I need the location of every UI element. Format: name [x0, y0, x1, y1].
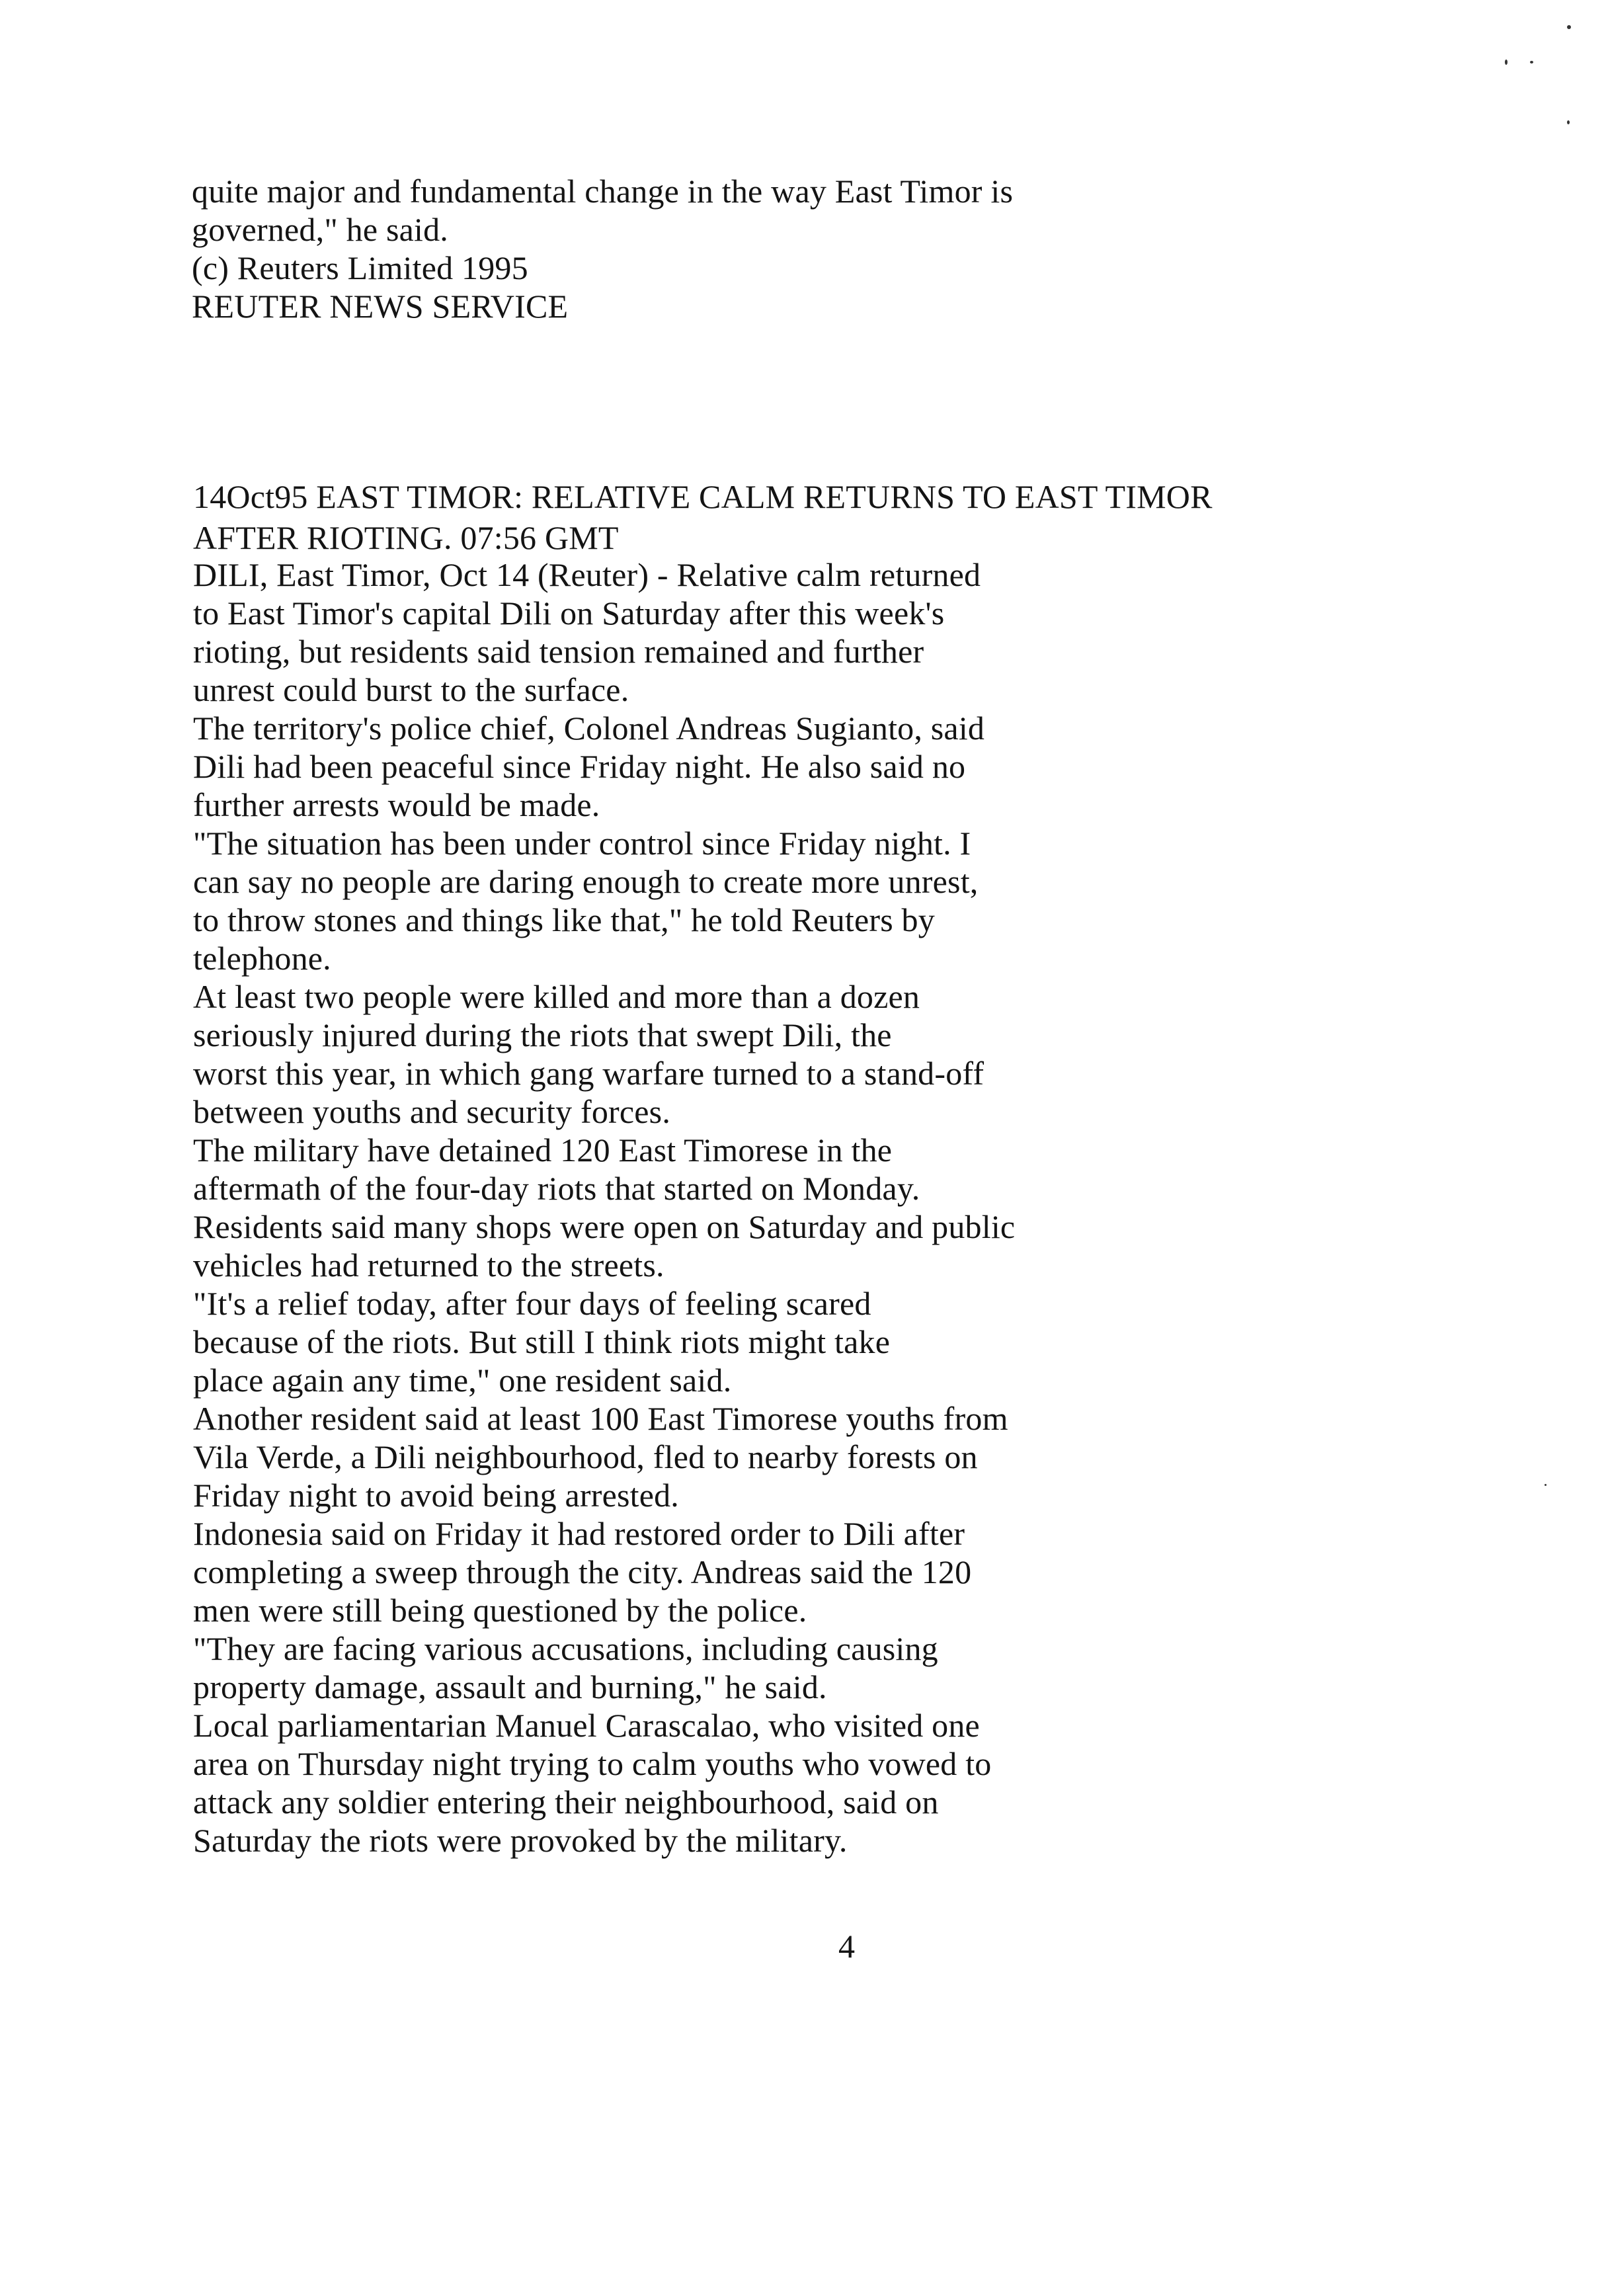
scan-speck: [1530, 61, 1533, 63]
scan-speck: [1545, 1484, 1547, 1486]
article-body-line: Another resident said at least 100 East Timorese youths from: [193, 1400, 1008, 1437]
article-body-line: aftermath of the four-day riots that started on Monday.: [193, 1170, 920, 1207]
article-body-line: Indonesia said on Friday it had restored order to Dili after: [193, 1515, 965, 1552]
article-body-line: further arrests would be made.: [193, 786, 600, 823]
article-headline: 14Oct95 EAST TIMOR: RELATIVE CALM RETURNS TO EAST TIMOR: [193, 478, 1213, 515]
article-body-line: "The situation has been under control since Friday night. I: [193, 825, 971, 862]
article-body-line: worst this year, in which gang warfare turned to a stand-off: [193, 1055, 985, 1092]
continuation-line: governed," he said.: [192, 211, 448, 248]
article-body-line: because of the riots. But still I think riots might take: [193, 1323, 891, 1360]
article-body-line: to throw stones and things like that," he told Reuters by: [193, 901, 935, 938]
article-body-line: The territory's police chief, Colonel Andreas Sugianto, said: [193, 710, 985, 747]
service-line: REUTER NEWS SERVICE: [192, 288, 569, 325]
article-headline: AFTER RIOTING. 07:56 GMT: [193, 519, 619, 556]
article-body-line: The military have detained 120 East Timorese in the: [193, 1131, 893, 1168]
article-body-line: telephone.: [193, 940, 331, 977]
page-number: 4: [838, 1928, 855, 1965]
article-body-line: Friday night to avoid being arrested.: [193, 1477, 680, 1514]
article-body-line: between youths and security forces.: [193, 1093, 671, 1130]
article-body-line: area on Thursday night trying to calm youths who vowed to: [193, 1745, 992, 1782]
article-body-line: property damage, assault and burning," he said.: [193, 1668, 827, 1705]
article-body-line: DILI, East Timor, Oct 14 (Reuter) - Relative calm returned: [193, 556, 981, 593]
article-body-line: At least two people were killed and more than a dozen: [193, 978, 920, 1015]
article-body-line: Local parliamentarian Manuel Carascalao, who visited one: [193, 1707, 980, 1744]
article-body-line: "They are facing various accusations, including causing: [193, 1630, 938, 1667]
scan-speck: [1567, 25, 1571, 29]
article-body-line: place again any time," one resident said.: [193, 1362, 732, 1399]
article-body-line: to East Timor's capital Dili on Saturday after this week's: [193, 594, 945, 632]
article-body-line: unrest could burst to the surface.: [193, 671, 629, 708]
article-body-line: can say no people are daring enough to create more unrest,: [193, 863, 979, 900]
scan-speck: [1567, 120, 1570, 124]
article-body-line: seriously injured during the riots that swept Dili, the: [193, 1016, 892, 1053]
article-body-line: Residents said many shops were open on Saturday and public: [193, 1208, 1016, 1245]
article-body-line: completing a sweep through the city. Andreas said the 120: [193, 1553, 972, 1590]
copyright-line: (c) Reuters Limited 1995: [192, 249, 528, 286]
article-body-line: men were still being questioned by the police.: [193, 1592, 807, 1629]
article-body-line: Dili had been peaceful since Friday night. He also said no: [193, 748, 966, 785]
article-body-line: "It's a relief today, after four days of feeling scared: [193, 1285, 871, 1322]
article-body-line: vehicles had returned to the streets.: [193, 1247, 664, 1284]
continuation-line: quite major and fundamental change in the way East Timor is: [192, 173, 1014, 210]
article-body-line: rioting, but residents said tension remained and further: [193, 633, 924, 670]
article-body-line: attack any soldier entering their neighbourhood, said on: [193, 1784, 939, 1821]
article-body-line: Saturday the riots were provoked by the military.: [193, 1822, 848, 1859]
scan-speck: [1505, 60, 1508, 65]
article-body-line: Vila Verde, a Dili neighbourhood, fled to nearby forests on: [193, 1438, 978, 1475]
